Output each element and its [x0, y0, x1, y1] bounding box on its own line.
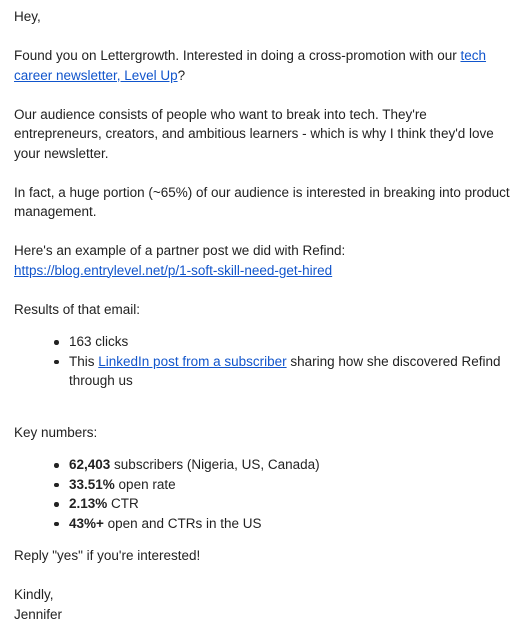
- clicks-text: 163 clicks: [69, 334, 128, 349]
- key-number-label: subscribers (Nigeria, US, Canada): [110, 457, 319, 472]
- intro-text: Found you on Lettergrowth. Interested in doing a cross-promotion with our: [14, 48, 461, 63]
- results-heading: Results of that email:: [14, 300, 514, 320]
- key-number-value: 62,403: [69, 457, 110, 472]
- signature: Jennifer: [14, 605, 514, 624]
- example-paragraph: [14, 241, 514, 280]
- key-number-label: open rate: [115, 477, 176, 492]
- list-item: [69, 332, 514, 352]
- key-numbers-list: [14, 455, 514, 533]
- list-item: [69, 352, 514, 391]
- partner-post-link[interactable]: https://blog.entrylevel.net/p/1-soft-skill-need-get-hired: [14, 263, 332, 278]
- key-number-label: CTR: [107, 496, 139, 511]
- key-number-label: open and CTRs in the US: [104, 516, 262, 531]
- reply-paragraph: Reply "yes" if you're interested!: [14, 546, 514, 566]
- example-text: Here's an example of a partner post we did with Refind:: [14, 243, 345, 258]
- intro-paragraph: [14, 46, 514, 85]
- greeting: Hey,: [14, 7, 514, 27]
- newsletter-link[interactable]: tech career newsletter, Level Up: [14, 48, 486, 83]
- linkedin-text-end: sharing how she discovered Refind through us: [69, 354, 500, 389]
- signoff: Kindly,: [14, 585, 514, 605]
- key-number-value: 33.51%: [69, 477, 115, 492]
- list-item: [69, 475, 514, 495]
- key-number-value: 2.13%: [69, 496, 107, 511]
- audience-paragraph: Our audience consists of people who want to break into tech. They're entrepreneurs, creators, and ambitious learners - which is why I think they'd love your newsletter.: [14, 105, 514, 164]
- results-list: [14, 332, 514, 391]
- list-item: [69, 455, 514, 475]
- linkedin-text-start: This: [69, 354, 98, 369]
- linkedin-post-link[interactable]: LinkedIn post from a subscriber: [98, 354, 286, 369]
- intro-text-end: ?: [178, 68, 186, 83]
- fact-paragraph: In fact, a huge portion (~65%) of our audience is interested in breaking into product management.: [14, 183, 514, 222]
- key-numbers-heading: Key numbers:: [14, 423, 514, 443]
- list-item: [69, 494, 514, 514]
- key-number-value: 43%+: [69, 516, 104, 531]
- list-item: [69, 514, 514, 534]
